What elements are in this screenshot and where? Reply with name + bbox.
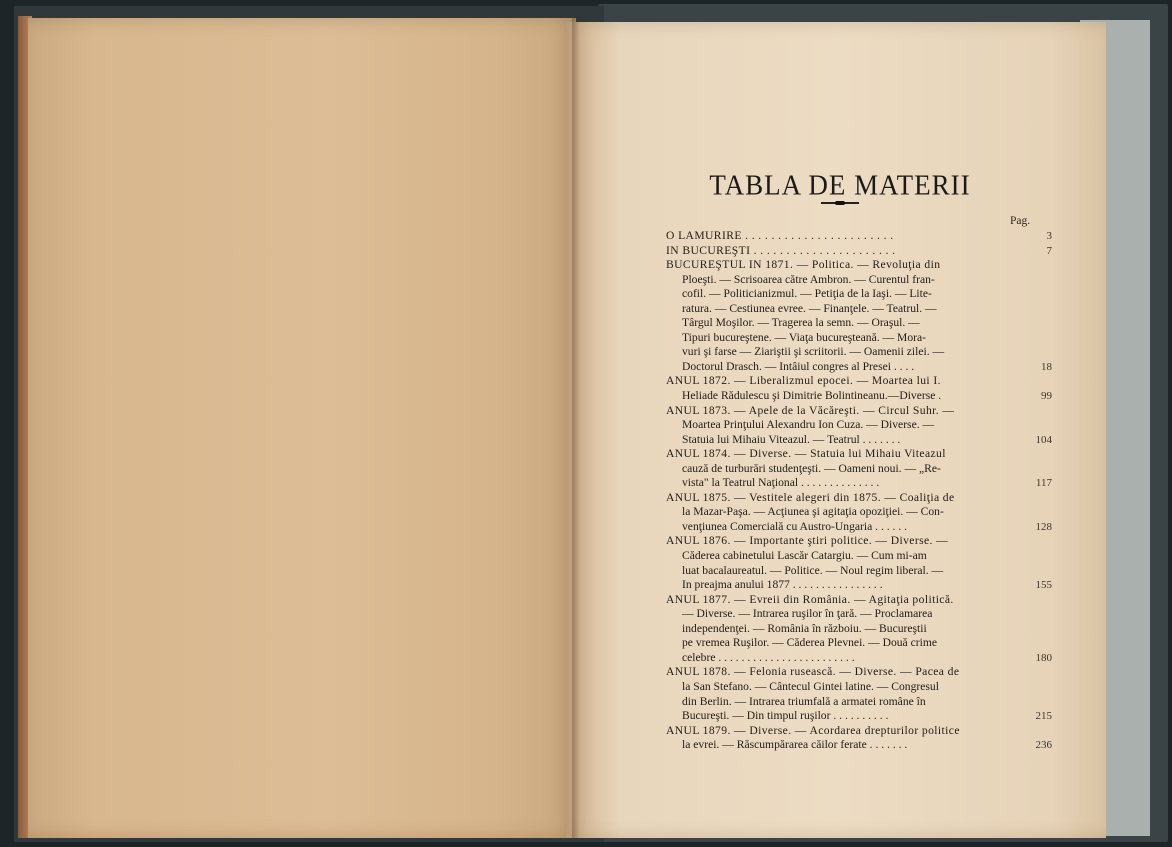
page-column-label: Pag. — [1010, 215, 1031, 227]
toc-page-number: 236 — [1035, 739, 1052, 752]
toc-entry-line: Târgul Moşilor. — Tragerea la semn. — Oraşul. — — [682, 316, 920, 330]
toc-entry-line: vista" la Teatrul Naţional . . . . . . . . . . . . . . — [682, 476, 880, 490]
toc-entry-heading-line: ANUL 1872. — Liberalizmul epocei. — Moartea lui I. — [666, 374, 941, 388]
toc-entry-line: In preajma anului 1877 . . . . . . . . . . . . . . . . — [682, 578, 883, 592]
toc-entry-line: Heliade Rădulescu şi Dimitrie Bolintineanu.—Diverse . — [682, 389, 942, 403]
toc-entry-heading-line: ANUL 1875. — Vestitele alegeri din 1875. — Coaliţia de — [666, 490, 955, 504]
toc-entry — [666, 244, 1052, 259]
toc-page-number: 155 — [1035, 579, 1052, 592]
toc-entry-line: venţiunea Comercială cu Austro-Ungaria . . . . . . — [682, 519, 908, 533]
toc-entry-heading-line: ANUL 1876. — Importante ştiri politice. — Diverse. — — [666, 534, 949, 548]
toc-entry-line: Ploeşti. — Scrisoarea către Ambron. — Curentul fran- — [682, 272, 935, 286]
toc-entry-heading-line: ANUL 1879. — Diverse. — Acordarea drepturilor politice — [666, 723, 960, 737]
toc-page-number: 7 — [1046, 244, 1052, 257]
toc-page-number: 117 — [1035, 477, 1052, 490]
toc-entry-line: — Diverse. — Intrarea ruşilor în ţară. — Proclamarea — [682, 607, 933, 621]
title-ornament — [821, 202, 859, 204]
toc-entry-line: vuri şi farse — Ziariştii şi scriitorii. — Oamenii zilei. — — [682, 345, 945, 359]
toc-entry-line: celebre . . . . . . . . . . . . . . . . . . . . . . . . — [682, 650, 855, 664]
toc-entry — [666, 258, 1052, 374]
toc-entry-heading-line: ANUL 1878. — Felonia rusească. — Diverse. — Pacea de — [666, 665, 960, 679]
toc-entry-line: pe vremea Ruşilor. — Căderea Plevnei. — Două crime — [682, 636, 937, 650]
toc-entry — [666, 534, 1052, 592]
toc-entry-line: din Berlin. — Intrarea triumfală a armatei române în — [682, 694, 926, 708]
toc-entry-line: Tipuri bucureştene. — Viaţa bucureşteană. — Mora- — [682, 330, 926, 344]
toc-entry-heading-line: O LAMURIRE . . . . . . . . . . . . . . . . . . . . . . . — [666, 229, 894, 242]
toc-page-number: 3 — [1046, 230, 1052, 242]
toc-entry — [666, 374, 1052, 403]
toc-entry-line: cauză de turburări studenţeşti. — Oameni noui. — „Re- — [682, 461, 941, 475]
toc-entry-line: Doctorul Drasch. — Intâiul congres al Presei . . . . — [682, 359, 915, 373]
toc-page-number: 180 — [1035, 651, 1052, 664]
toc-entry-line: Bucureşti. — Din timpul ruşilor . . . . . . . . . . — [682, 709, 889, 723]
toc-entry — [666, 491, 1052, 535]
toc-entry — [666, 665, 1052, 723]
toc-entry-line: ratura. — Cestiunea evree. — Finanţele. — Teatrul. — — [682, 301, 937, 315]
toc-page-number: 99 — [1041, 390, 1052, 403]
toc-entry-line: cofil. — Politicianizmul. — Petiţia de la Iaşi. — Lite- — [682, 287, 932, 301]
toc-entry — [666, 724, 1052, 753]
page-title: TABLA DE MATERII — [709, 169, 971, 201]
toc-entry-heading-line: IN BUCUREŞTI . . . . . . . . . . . . . . . . . . . . . . — [666, 243, 896, 257]
toc-entry — [666, 447, 1052, 491]
toc-entry-heading-line: ANUL 1874. — Diverse. — Statuia lui Mihaiu Viteazul — [666, 447, 946, 461]
toc-entry-line: la San Stefano. — Cântecul Gintei latine. — Congresul — [682, 679, 939, 693]
toc-entry-heading-line: BUCUREŞTUL IN 1871. — Politica. — Revoluţia din — [666, 258, 941, 272]
toc-entry-line: Moartea Prinţului Alexandru Ion Cuza. — Diverse. — — [682, 418, 935, 432]
toc-entry — [666, 404, 1052, 448]
blank-left-page — [28, 18, 576, 838]
toc-page-number: 128 — [1035, 520, 1052, 533]
toc-entry — [666, 229, 1052, 244]
toc-entry-heading-line: ANUL 1877. — Evreii din România. — Agitaţia politică. — [666, 592, 954, 606]
toc-entry-heading-line: ANUL 1873. — Apele de la Văcăreşti. — Circul Suhr. — — [666, 403, 955, 417]
toc-entry-line: Statuia lui Mihaiu Viteazul. — Teatrul . . . . . . . — [682, 432, 901, 446]
toc-entry-line: Căderea cabinetului Lascăr Catargiu. — Cum mi-am — [682, 549, 927, 563]
toc-entry-line: luat bacalaureatul. — Politice. — Noul regim liberal. — — [682, 563, 944, 577]
toc-page-number: 215 — [1035, 710, 1052, 723]
toc-entry — [666, 593, 1052, 666]
toc-page-number: 18 — [1041, 360, 1052, 373]
book-gutter — [572, 18, 580, 840]
toc-entry-line: independenţei. — România în războiu. — Bucureştii — [682, 621, 927, 635]
toc-entry-line: la Mazar-Paşa. — Acţiunea şi agitaţia opoziţiei. — Con- — [682, 505, 944, 519]
table-of-contents — [666, 229, 1052, 753]
toc-entry-line: la evrei. — Răscumpărarea căilor ferate . . . . . . . — [682, 738, 908, 752]
toc-page-number: 104 — [1035, 433, 1052, 446]
